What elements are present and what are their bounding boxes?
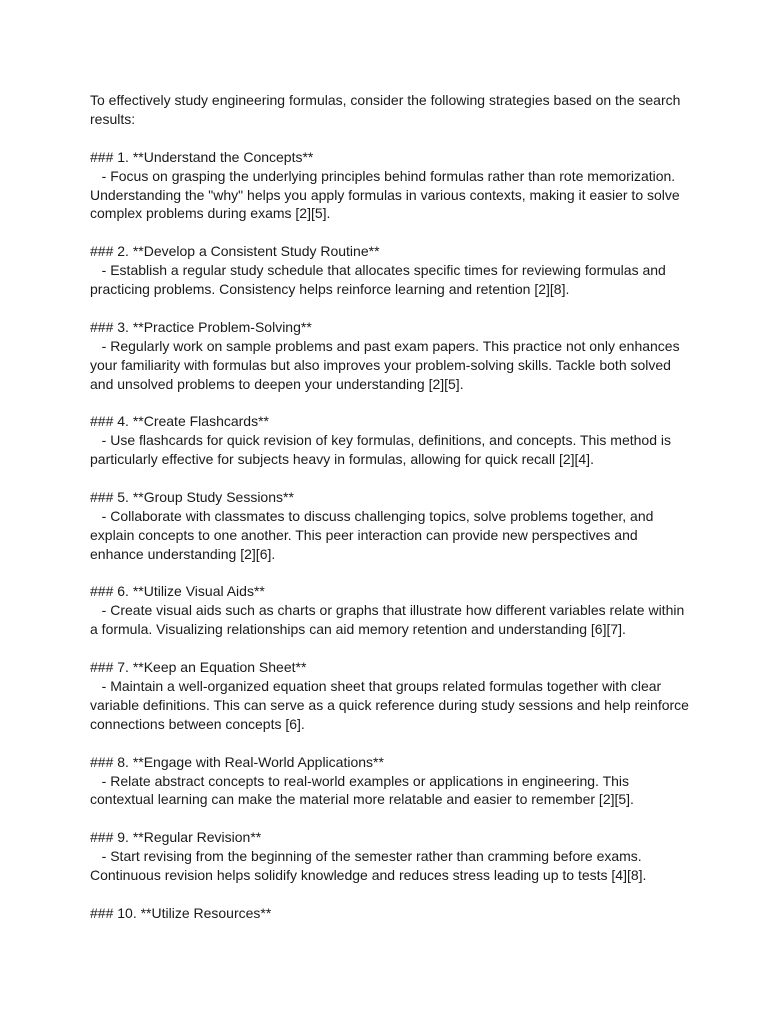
section-body: - Collaborate with classmates to discuss challenging topics, solve problems together, and explain concepts to one another. This peer interaction can provide new perspectives and enhance understanding [2][6].: [90, 507, 658, 562]
section-body: - Establish a regular study schedule that allocates specific times for reviewing formulas and practicing problems. Consistency helps reinforce learning and retention [2][8].: [90, 262, 670, 298]
section-heading: ### 9. **Regular Revision**: [90, 829, 262, 846]
section-2: [90, 242, 690, 299]
section-7: [90, 658, 693, 734]
section-6: [90, 582, 690, 639]
section-body: - Relate abstract concepts to real-world examples or applications in engineering. This contextual learning can make the material more relatable and easier to remember [2][5].: [90, 772, 634, 808]
section-heading: ### 1. **Understand the Concepts**: [90, 148, 314, 165]
section-1: [90, 148, 690, 224]
section-heading: ### 4. **Create Flashcards**: [90, 413, 269, 430]
section-9: [90, 828, 690, 885]
section-heading: ### 2. **Develop a Consistent Study Routine**: [90, 243, 380, 260]
section-heading: ### 6. **Utilize Visual Aids**: [90, 583, 265, 600]
section-10: [90, 904, 690, 923]
section-body: - Regularly work on sample problems and past exam papers. This practice not only enhances your familiarity with formulas but also improves your problem-solving skills. Tackle both solved and unsolved problems to deepen your understanding [2][5].: [90, 337, 684, 392]
section-heading: ### 10. **Utilize Resources**: [90, 904, 272, 921]
section-body: - Use flashcards for quick revision of key formulas, definitions, and concepts. This method is particularly effective for subjects heavy in formulas, allowing for quick recall [2][4].: [90, 432, 675, 468]
section-heading: ### 5. **Group Study Sessions**: [90, 488, 294, 505]
section-3: [90, 318, 690, 394]
section-body: - Start revising from the beginning of the semester rather than cramming before exams. Continuous revision helps solidify knowledge and reduces stress leading up to tests [4][8].: [90, 848, 647, 884]
document-page: [90, 91, 693, 923]
section-body: - Maintain a well-organized equation sheet that groups related formulas together with clear variable definitions. This can serve as a quick reference during study sessions and help reinforce connections between concepts [6].: [90, 677, 693, 732]
section-8: [90, 753, 690, 810]
section-4: [90, 412, 690, 469]
intro-paragraph: To effectively study engineering formulas, consider the following strategies based on the search results:: [90, 92, 685, 127]
section-body: - Focus on grasping the underlying principles behind formulas rather than rote memorization. Understanding the "why" helps you apply formulas in various contexts, making it easier to solve complex problems during exams [2][5].: [90, 167, 684, 222]
section-body: - Create visual aids such as charts or graphs that illustrate how different variables relate within a formula. Visualizing relationships can aid memory retention and understanding [6][7].: [90, 602, 689, 638]
section-heading: ### 8. **Engage with Real-World Applications**: [90, 753, 384, 770]
section-5: [90, 488, 690, 564]
section-heading: ### 3. **Practice Problem-Solving**: [90, 318, 312, 335]
section-heading: ### 7. **Keep an Equation Sheet**: [90, 659, 307, 676]
